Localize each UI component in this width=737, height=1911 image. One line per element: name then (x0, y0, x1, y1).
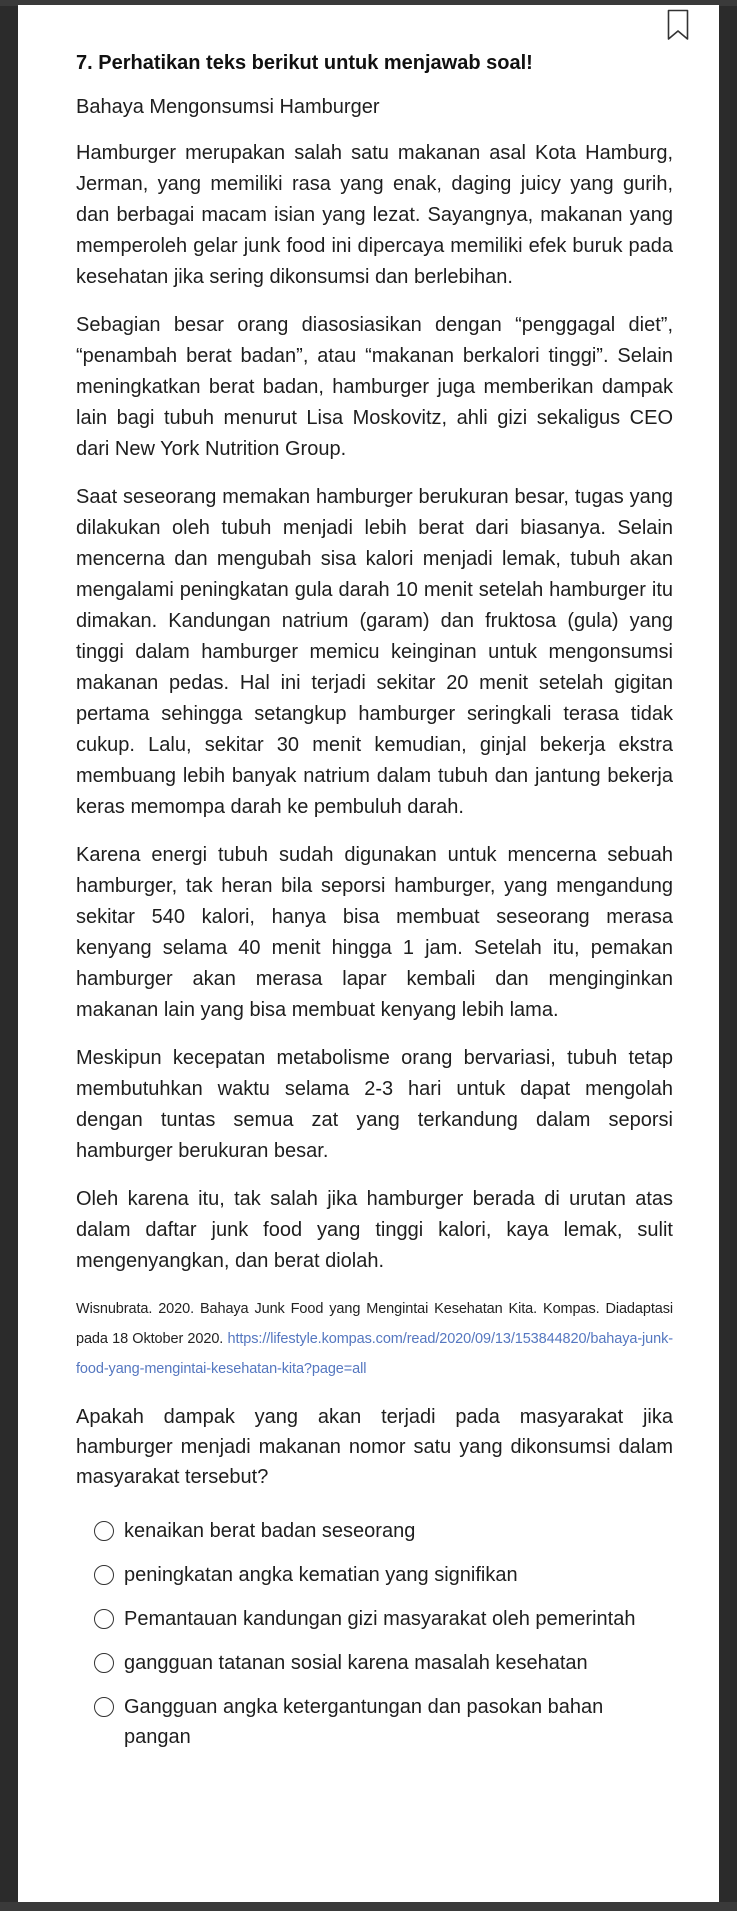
answer-option-label: peningkatan angka kematian yang signifikan (124, 1564, 518, 1586)
source-text: Wisnubrata. 2020. Bahaya Junk Food yang Mengintai Kesehatan Kita. Kompas. Diadaptasi pada 18 Oktober 2020. (76, 1301, 673, 1347)
answer-option-3[interactable] (94, 1604, 673, 1634)
answer-option-1[interactable] (94, 1516, 673, 1546)
answer-option-label: gangguan tatanan sosial karena masalah kesehatan (124, 1652, 588, 1674)
article-paragraph-4: Karena energi tubuh sudah digunakan untuk mencerna sebuah hamburger, tak heran bila seporsi hamburger, yang mengandung sekitar 540 kalori, hanya bisa membuat seseorang merasa kenyang selama 40 menit hingga 1 jam. Setelah itu, pemakan hamburger akan merasa lapar kembali dan menginginkan makanan lain yang bisa membuat kenyang lebih lama. (76, 844, 673, 1021)
article-paragraph-1: Hamburger merupakan salah satu makanan asal Kota Hamburg, Jerman, yang memiliki rasa yang enak, daging juicy yang gurih, dan berbagai macam isian yang lezat. Sayangnya, makanan yang memperoleh gelar junk food ini dipercaya memiliki efek buruk pada kesehatan jika sering dikonsumsi dan berlebihan. (76, 142, 673, 288)
answer-option-label: Gangguan angka ketergantungan dan pasokan bahan pangan (124, 1696, 604, 1748)
radio-button[interactable] (94, 1565, 114, 1585)
article-paragraph-2: Sebagian besar orang diasosiasikan dengan “penggagal diet”, “penambah berat badan”, atau “makanan berkalori tinggi”. Selain meningkatkan berat badan, hamburger juga memberikan dampak lain bagi tubuh menurut Lisa Moskovitz, ahli gizi sekaligus CEO dari New York Nutrition Group. (76, 314, 673, 460)
source-link[interactable]: https://lifestyle.kompas.com/read/2020/09/13/153844820/bahaya-junk-food-yang-mengintai-kesehatan-kita?page=all (76, 1331, 673, 1377)
question-prompt: Apakah dampak yang akan terjadi pada masyarakat jika hamburger menjadi makanan nomor satu yang dikonsumsi dalam masyarakat tersebut? (76, 1406, 673, 1488)
answer-option-label: Pemantauan kandungan gizi masyarakat oleh pemerintah (124, 1608, 636, 1630)
radio-button[interactable] (94, 1697, 114, 1717)
article-title: Bahaya Mengonsumsi Hamburger (76, 96, 380, 118)
question-card (18, 5, 719, 1903)
radio-button[interactable] (94, 1653, 114, 1673)
answer-option-5[interactable] (94, 1692, 673, 1752)
article-paragraph-6: Oleh karena itu, tak salah jika hamburger berada di urutan atas dalam daftar junk food yang tinggi kalori, kaya lemak, sulit mengenyangkan, dan berat diolah. (76, 1188, 673, 1272)
source-citation (76, 1294, 673, 1384)
answer-options (76, 1516, 673, 1752)
answer-option-label: kenaikan berat badan seseorang (124, 1520, 416, 1542)
bottom-frame-edge (0, 1902, 737, 1911)
bookmark-icon[interactable] (667, 9, 689, 41)
answer-option-4[interactable] (94, 1648, 673, 1678)
radio-button[interactable] (94, 1521, 114, 1541)
question-title: 7. Perhatikan teks berikut untuk menjawab soal! (76, 52, 533, 74)
answer-option-2[interactable] (94, 1560, 673, 1590)
article-paragraph-5: Meskipun kecepatan metabolisme orang bervariasi, tubuh tetap membutuhkan waktu selama 2-3 hari untuk dapat mengolah dengan tuntas semua zat yang terkandung dalam seporsi hamburger berukuran besar. (76, 1047, 673, 1162)
radio-button[interactable] (94, 1609, 114, 1629)
article-paragraph-3: Saat seseorang memakan hamburger berukuran besar, tugas yang dilakukan oleh tubuh menjadi lebih berat dari biasanya. Selain mencerna dan mengubah sisa kalori menjadi lemak, tubuh akan mengalami peningkatan gula darah 10 menit setelah hamburger itu dimakan. Kandungan natrium (garam) dan fruktosa (gula) yang tinggi dalam hamburger memicu keinginan untuk mengonsumsi makanan pedas. Hal ini terjadi sekitar 20 menit setelah gigitan pertama sehingga setangkup hamburger seringkali terasa tidak cukup. Lalu, sekitar 30 menit kemudian, ginjal bekerja ekstra membuang lebih banyak natrium dalam tubuh dan jantung bekerja keras memompa darah ke pembuluh darah. (76, 486, 673, 818)
